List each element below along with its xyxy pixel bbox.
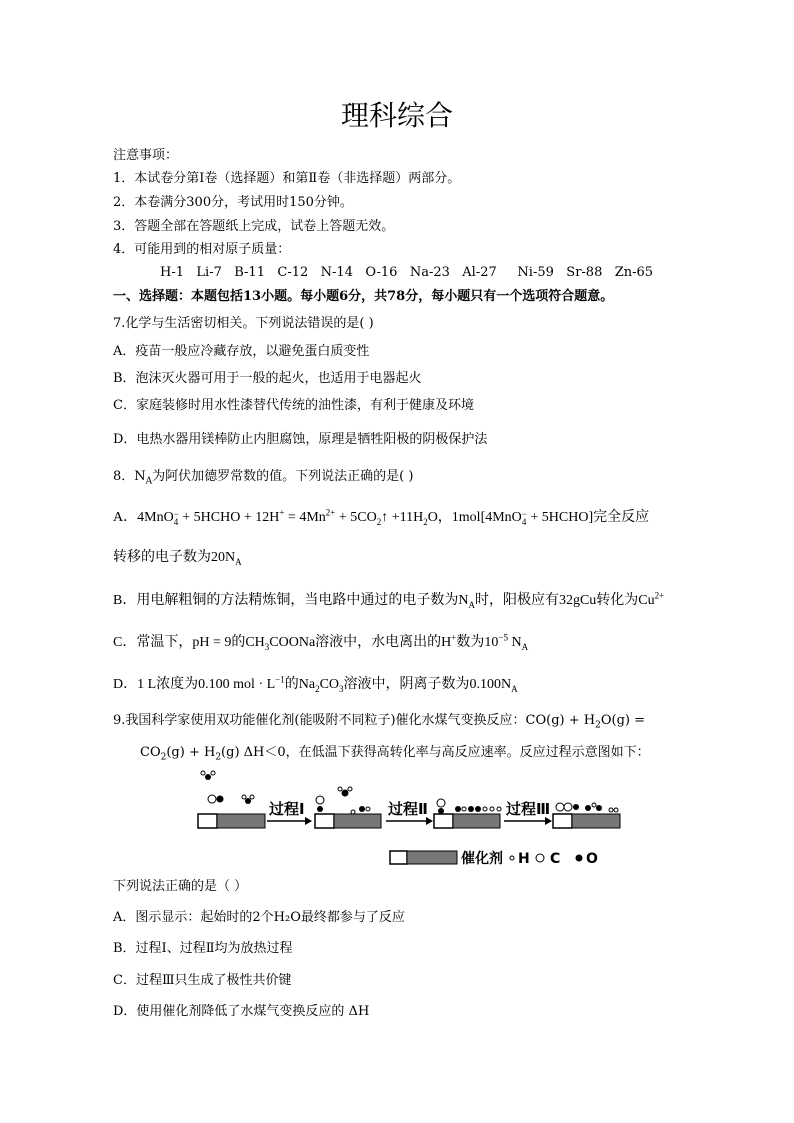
note-item-1: 1．本试卷分第Ⅰ卷（选择题）和第Ⅱ卷（非选择题）两部分。 <box>113 171 461 186</box>
legend-c-marker <box>536 854 544 862</box>
legend-c-label: C <box>550 851 561 867</box>
q9-option-c[interactable]: C．过程Ⅲ只生成了极性共价键 <box>113 973 292 988</box>
q7-option-b[interactable]: B．泡沫灭火器可用于一般的起火，也适用于电器起火 <box>113 371 422 386</box>
q8-option-d[interactable]: D．1 L浓度为0.100 mol · $L^{-1}$的$Na_2CO_3$溶液中，阴离子数为$0.100N_A$ <box>113 674 518 694</box>
note-item-3: 3．答题全部在答题纸上完成，试卷上答题无效。 <box>113 219 395 234</box>
note-item-4: 4．可能用到的相对原子质量： <box>113 242 291 257</box>
legend-catalyst-label: 催化剂 <box>461 851 503 867</box>
stage-1 <box>315 787 381 828</box>
q7-option-c[interactable]: C．家庭装修时用水性漆替代传统的油性漆，有利于健康及环境 <box>113 398 474 413</box>
process-3-label: 过程Ⅲ <box>506 800 551 818</box>
water-molecule-top <box>201 771 215 780</box>
q9-stem-line2: $CO_2(g) + H_2(g)$ ΔH＜0，在低温下获得高转化率与高反应速率。反应过程示意图如下： <box>140 745 650 763</box>
q8-option-b[interactable]: B．用电解粗铜的方法精炼铜，当电路中通过的电子数为$N_A$时，阳极应有32gCu转化为$Cu^{2+}$ <box>113 590 665 610</box>
q9-ask: 下列说法正确的是（ ） <box>113 879 248 894</box>
legend-h-label: H <box>518 851 530 867</box>
q9-option-d[interactable]: D．使用催化剂降低了水煤气变换反应的 ΔH <box>113 1004 370 1019</box>
arrow-process-2 <box>386 800 433 825</box>
notes-heading: 注意事项： <box>113 148 179 163</box>
stage-0 <box>198 795 265 828</box>
q8-stem: 8．$N_A$为阿伏加德罗常数的值。下列说法正确的是( ) <box>113 469 414 487</box>
atomic-masses: H-1 Li-7 B-11 C-12 N-14 O-16 Na-23 Al-27 Ni-59 Sr-88 Zn-65 <box>160 265 654 280</box>
process-2-label: 过程Ⅱ <box>388 800 428 818</box>
q9-option-b[interactable]: B．过程Ⅰ、过程Ⅱ均为放热过程 <box>113 941 293 956</box>
process-1-label: 过程Ⅰ <box>269 800 305 818</box>
arrow-process-1 <box>267 800 312 825</box>
diagram-legend <box>390 850 598 867</box>
reaction-process-diagram <box>190 764 640 870</box>
page-title: 理科综合 <box>340 99 453 132</box>
q7-stem: 7.化学与生活密切相关。下列说法错误的是( ) <box>113 316 374 331</box>
q8-option-a[interactable]: A．4MnO − 4 + 5HCHO + $12H^+ = 4Mn^{2+}$ + $5CO_2↑ +11H_2O$，1mol[4MnO − 4 + 5HCHO]完全反应 <box>113 507 650 527</box>
section-heading: 一、选择题：本题包括13小题。每小题6分，共78分，每小题只有一个选项符合题意。 <box>113 289 614 304</box>
stage-3 <box>553 803 620 828</box>
legend-h-marker <box>510 856 514 860</box>
legend-o-marker <box>576 855 583 862</box>
q8-option-a-line2: 转移的电子数为$20N_A$ <box>113 550 242 567</box>
legend-o-label: O <box>586 851 598 867</box>
q7-option-d[interactable]: D．电热水器用镁棒防止内胆腐蚀，原理是牺牲阳极的阴极保护法 <box>113 432 488 447</box>
q8-option-c[interactable]: C．常温下，pH = 9的$CH_3COONa$溶液中，水电离出的H+数为$10^{-5}$ $N_A$ <box>113 632 529 652</box>
note-item-2: 2．本卷满分300分，考试用时150分钟。 <box>113 195 353 210</box>
q7-option-a[interactable]: A．疫苗一般应冷藏存放，以避免蛋白质变性 <box>113 344 370 359</box>
arrow-process-3 <box>504 800 552 825</box>
q9-option-a[interactable]: A．图示显示：起始时的2个H₂O最终都参与了反应 <box>113 910 405 925</box>
q9-stem-line1: 9.我国科学家使用双功能催化剂(能吸附不同粒子)催化水煤气变换反应：$CO(g) + H_2O(g)$ = <box>113 713 646 731</box>
stage-2 <box>434 799 501 828</box>
